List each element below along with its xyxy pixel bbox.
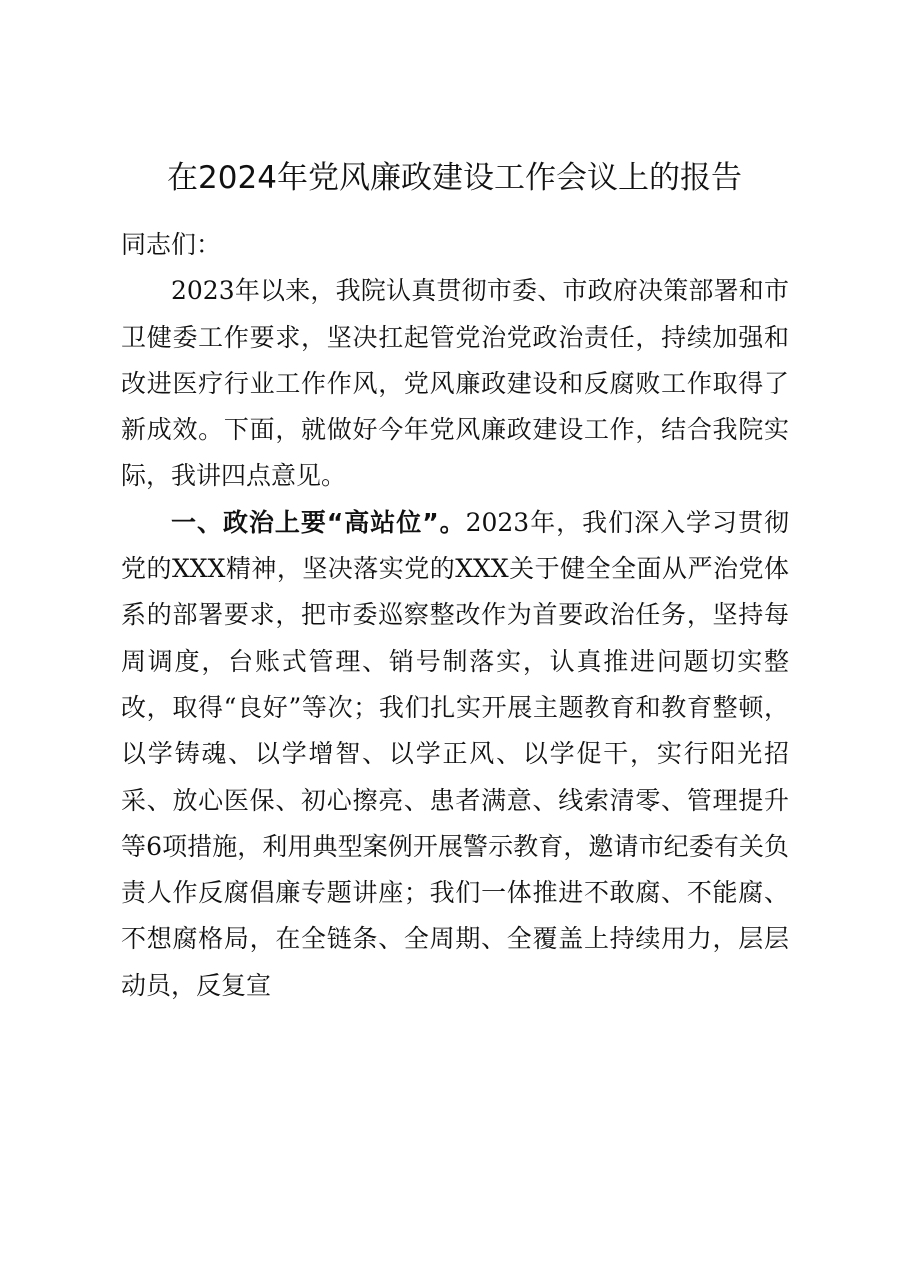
document-title: 在2024年党风廉政建设工作会议上的报告 — [167, 160, 742, 196]
paragraph-intro: 2023年以来，我院认真贯彻市委、市政府决策部署和市卫健委工作要求，坚决扛起管党治党政治责任，持续加强和改进医疗行业工作作风，党风廉政建设和反腐败工作取得了新成效。下面，就做好今年党风廉政建设工作，结合我院实际，我讲四点意见。 — [121, 276, 789, 491]
section-1-text: 2023年，我们深入学习贯彻党的XXX精神，坚决落实党的XXX关于健全全面从严治党体系的部署要求，把市委巡察整改作为首要政治任务，坚持每周调度，台账式管理、销号制落实，认真推进问题切实整改，取得“良好”等次；我们扎实开展主题教育和教育整顿，以学铸魂、以学增智、以学正风、以学促干，实行阳光招采、放心医保、初心擦亮、患者满意、线索清零、管理提升等6项措施，利用典型案例开展警示教育，邀请市纪委有关负责人作反腐倡廉专题讲座；我们一体推进不敢腐、不能腐、不想腐格局，在全链条、全周期、全覆盖上持续用力，层层动员，反复宣 — [121, 507, 789, 1000]
document-body — [121, 222, 789, 1009]
section-1-heading: 一、政治上要“高站位”。 — [171, 507, 466, 537]
paragraph-section-1 — [121, 500, 789, 1009]
salutation: 同志们： — [121, 230, 222, 259]
